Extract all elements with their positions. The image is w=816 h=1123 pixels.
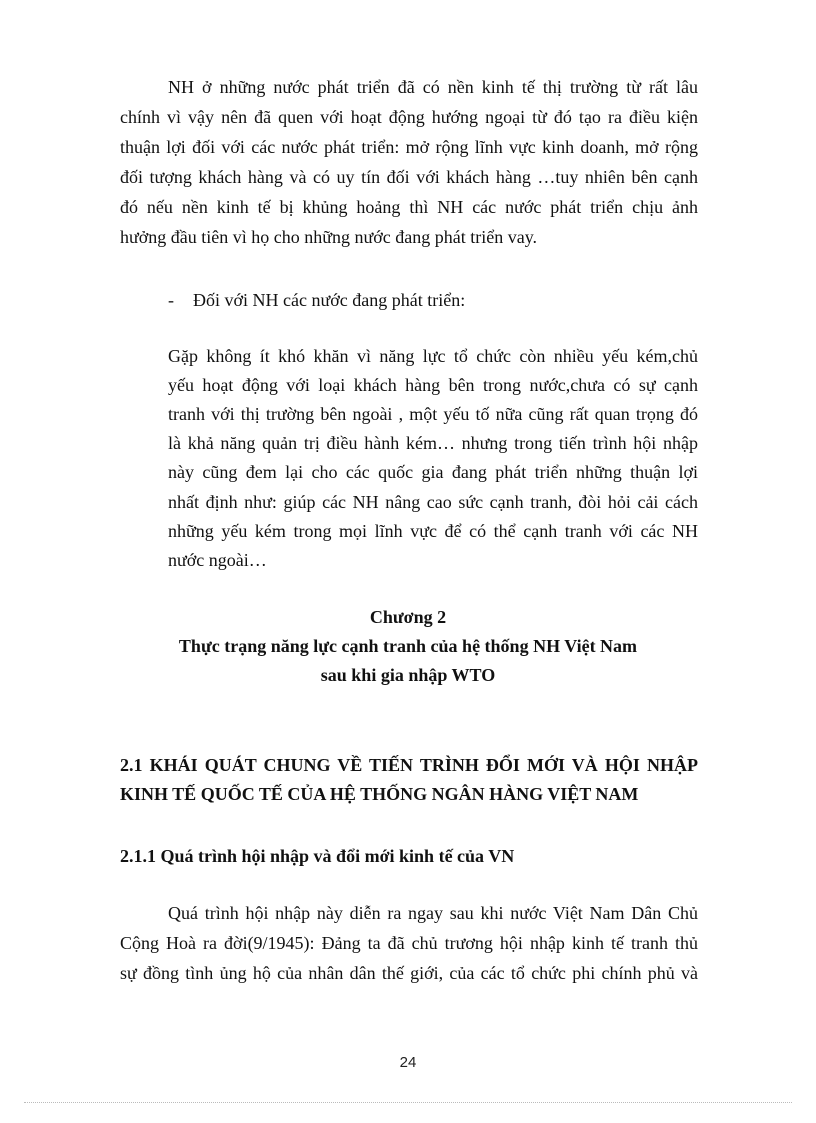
paragraph-line: đó nếu nền kinh tế bị khủng hoảng thì NH các nước phát triển chịu ảnh [120, 197, 698, 217]
paragraph-line: yếu hoạt động với loại khách hàng bên trong nước,chưa có sự cạnh [168, 375, 698, 395]
page-number: 24 [399, 1054, 417, 1071]
footer-divider [24, 1102, 792, 1103]
paragraph-line: Cộng Hoà ra đời(9/1945): Đảng ta đã chủ trương hội nhập kinh tế tranh thủ [120, 933, 698, 953]
section-heading-line: KINH TẾ QUỐC TẾ CỦA HỆ THỐNG NGÂN HÀNG VIỆT NAM [120, 784, 639, 804]
paragraph-line: sự đồng tình ủng hộ của nhân dân thế giới, của các tổ chức phi chính phủ và [120, 963, 698, 983]
paragraph-line: đối tượng khách hàng và có uy tín đối với khách hàng …tuy nhiên bên cạnh [120, 167, 698, 187]
chapter-title-line: Thực trạng năng lực cạnh tranh của hệ thống NH Việt Nam [178, 636, 638, 656]
paragraph-line: nước ngoài… [168, 550, 267, 570]
chapter-title-line: sau khi gia nhập WTO [320, 665, 496, 685]
paragraph-line: tranh với thị trường bên ngoài , một yếu tố nữa cũng rất quan trọng đó [168, 404, 698, 424]
chapter-number: Chương 2 [369, 607, 447, 627]
paragraph-line: nhất định như: giúp các NH nâng cao sức cạnh tranh, đòi hỏi cải cách [168, 492, 698, 512]
paragraph-line: Quá trình hội nhập này diễn ra ngay sau khi nước Việt Nam Dân Chủ [168, 903, 698, 923]
section-heading-line: 2.1 KHÁI QUÁT CHUNG VỀ TIẾN TRÌNH ĐỔI MỚI VÀ HỘI NHẬP [120, 755, 698, 775]
bullet-text: Đối với NH các nước đang phát triển: [193, 290, 466, 310]
paragraph-line: thuận lợi đối với các nước phát triển: mở rộng lĩnh vực kinh doanh, mở rộng [120, 137, 698, 157]
bullet-marker: - [168, 290, 174, 310]
paragraph-line: hưởng đầu tiên vì họ cho những nước đang phát triển vay. [120, 227, 538, 247]
subsection-heading-2-1-1: 2.1.1 Quá trình hội nhập và đổi mới kinh tế của VN [120, 846, 515, 866]
paragraph-line: chính vì vậy nên đã quen với hoạt động hướng ngoại từ đó tạo ra điều kiện [120, 107, 698, 127]
paragraph-line: Gặp không ít khó khăn vì năng lực tổ chức còn nhiều yếu kém,chủ [168, 346, 698, 366]
paragraph-line: những yếu kém trong mọi lĩnh vực để có thể cạnh tranh với các NH [168, 521, 698, 541]
paragraph-line: này cũng đem lại cho các quốc gia đang phát triển những thuận lợi [168, 462, 698, 482]
paragraph-line: là khả năng quản trị điều hành kém… nhưng trong tiến trình hội nhập [168, 433, 698, 453]
paragraph-line: NH ở những nước phát triển đã có nền kinh tế thị trường từ rất lâu [168, 77, 698, 97]
